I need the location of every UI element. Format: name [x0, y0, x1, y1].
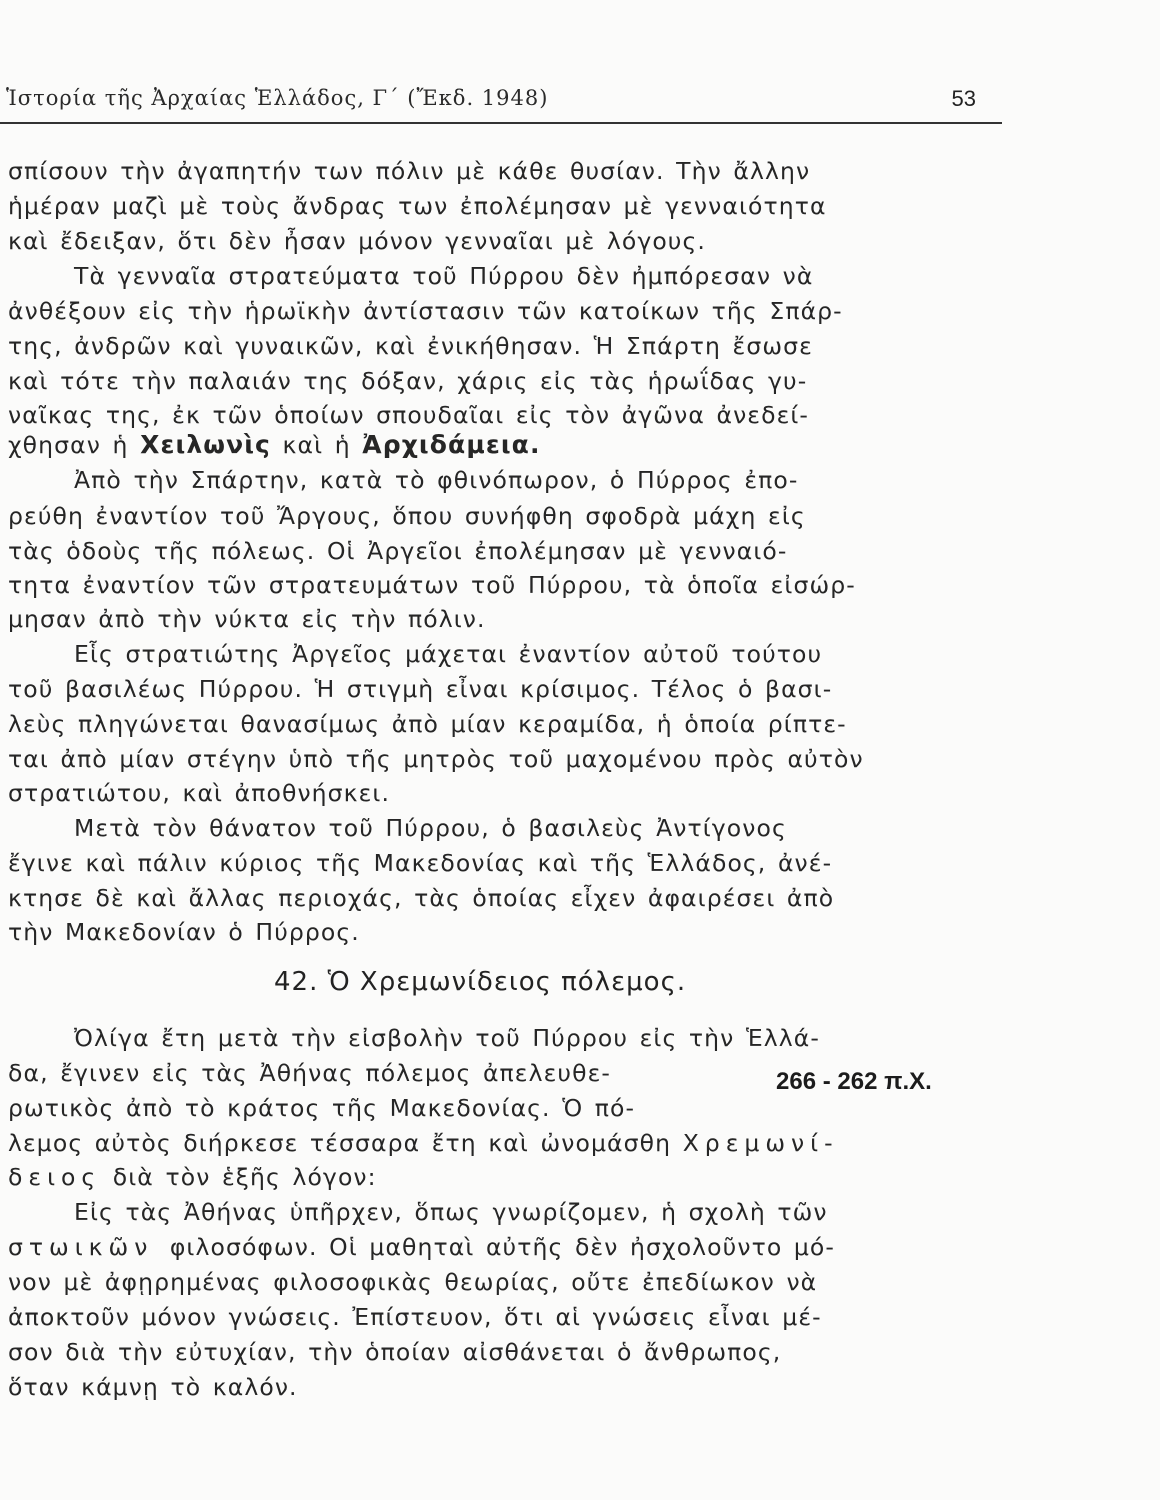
text-line: Ἀπὸ τὴν Σπάρτην, κατὰ τὸ φθινόπωρον, ὁ Πύρρος ἐπο- [74, 466, 799, 494]
text-line [8, 1163, 377, 1191]
header-rule [0, 122, 1002, 124]
text-line: ἔγινε καὶ πάλιν κύριος τῆς Μακεδονίας καὶ τῆς Ἑλλάδος, ἀνέ- [8, 849, 833, 877]
text-line: νον μὲ ἀφῃρημένας φιλοσοφικὰς θεωρίας, οὔτε ἐπεδίωκον νὰ [8, 1268, 818, 1296]
text-line: καὶ τότε τὴν παλαιάν της δόξαν, χάρις εἰς τὰς ἡρωΐδας γυ- [8, 367, 808, 395]
text-fragment: λεμος αὐτὸς διήρκεσε τέσσαρα ἔτη καὶ ὠνομάσθη [8, 1129, 683, 1157]
text-line: στρατιώτου, καὶ ἀποθνήσκει. [8, 779, 391, 807]
bold-name-cheilonis: Χειλωνὶς [140, 430, 271, 459]
section-heading: 42. Ὁ Χρεμωνίδειος πόλεμος. [274, 967, 687, 997]
running-header [0, 84, 1002, 120]
text-fragment: φιλοσόφων. Οἱ μαθηταὶ αὐτῆς δὲν ἠσχολοῦντο μό- [169, 1233, 835, 1261]
text-line: ἀποκτοῦν μόνον γνώσεις. Ἐπίστευον, ὅτι αἱ γνώσεις εἶναι μέ- [8, 1303, 822, 1331]
text-line: Τὰ γενναῖα στρατεύματα τοῦ Πύρρου δὲν ἠμπόρεσαν νὰ [74, 262, 814, 290]
text-line: κτησε δὲ καὶ ἄλλας περιοχάς, τὰς ὁποίας εἶχεν ἀφαιρέσει ἀπὸ [8, 884, 835, 912]
text-fragment: χθησαν ἡ [8, 431, 141, 459]
text-line: ται ἀπὸ μίαν στέγην ὑπὸ τῆς μητρὸς τοῦ μαχομένου πρὸς αὐτὸν [8, 745, 864, 773]
text-line: ναῖκας της, ἐκ τῶν ὁποίων σπουδαῖαι εἰς τὸν ἀγῶνα ἀνεδεί- [8, 401, 810, 429]
text-line: μησαν ἀπὸ τὴν νύκτα εἰς τὴν πόλιν. [8, 605, 486, 633]
text-line: τὴν Μακεδονίαν ὁ Πύρρος. [8, 918, 360, 946]
text-line: ὅταν κάμνῃ τὸ καλόν. [8, 1373, 298, 1401]
spaced-term-chremonideios: Χρεμωνί- [682, 1129, 839, 1157]
text-line: ρεύθη ἐναντίον τοῦ Ἄργους, ὅπου συνήφθη σφοδρὰ μάχη εἰς [8, 502, 806, 530]
page-number: 53 [951, 86, 976, 111]
text-line: λεὺς πληγώνεται θανασίμως ἀπὸ μίαν κεραμίδα, ἡ ὁποία ρίπτε- [8, 710, 847, 738]
margin-date-range: 266 - 262 π.Χ. [776, 1068, 932, 1095]
text-fragment: καὶ ἡ [270, 431, 363, 459]
text-line: ἡμέραν μαζὶ μὲ τοὺς ἄνδρας των ἐπολέμησαν μὲ γενναιότητα [8, 192, 827, 220]
text-line [8, 1129, 839, 1157]
text-line: τὰς ὁδοὺς τῆς πόλεως. Οἱ Ἀργεῖοι ἐπολέμησαν μὲ γενναιό- [8, 537, 788, 565]
text-line: Ὀλίγα ἔτη μετὰ τὴν εἰσβολὴν τοῦ Πύρρου εἰς τὴν Ἑλλά- [74, 1024, 820, 1052]
text-line: της, ἀνδρῶν καὶ γυναικῶν, καὶ ἐνικήθησαν. Ἡ Σπάρτη ἔσωσε [8, 332, 813, 360]
text-line: σον διὰ τὴν εὐτυχίαν, τὴν ὁποίαν αἰσθάνεται ὁ ἄνθρωπος, [8, 1338, 782, 1366]
bold-name-archidameia: Ἀρχιδάμεια. [362, 430, 541, 459]
running-title: Ἱστορία τῆς Ἀρχαίας Ἑλλάδος, Γ΄ (Ἔκδ. 1948) [6, 86, 549, 110]
spaced-term-chremonideios-end: δειος [8, 1163, 102, 1191]
text-line [8, 1233, 835, 1261]
text-line [8, 430, 541, 459]
text-line: Εἷς στρατιώτης Ἀργεῖος μάχεται ἐναντίον αὐτοῦ τούτου [74, 640, 823, 668]
text-line: τοῦ βασιλέως Πύρρου. Ἡ στιγμὴ εἶναι κρίσιμος. Τέλος ὁ βασι- [8, 675, 833, 703]
text-fragment: διὰ τὸν ἑξῆς λόγον: [101, 1163, 377, 1191]
text-line: ἀνθέξουν εἰς τὴν ἡρωϊκὴν ἀντίστασιν τῶν κατοίκων τῆς Σπάρ- [8, 297, 843, 325]
text-line: ρωτικὸς ἀπὸ τὸ κράτος τῆς Μακεδονίας. Ὁ πό- [8, 1094, 636, 1122]
text-line: σπίσουν τὴν ἀγαπητήν των πόλιν μὲ κάθε θυσίαν. Τὴν ἄλλην [8, 157, 811, 185]
spaced-term-stoikon: στωικῶν [8, 1233, 170, 1261]
text-line: καὶ ἔδειξαν, ὅτι δὲν ἦσαν μόνον γενναῖαι μὲ λόγους. [8, 227, 706, 255]
text-line: Εἰς τὰς Ἀθήνας ὑπῆρχεν, ὅπως γνωρίζομεν, ἡ σχολὴ τῶν [74, 1198, 828, 1226]
text-line: Μετὰ τὸν θάνατον τοῦ Πύρρου, ὁ βασιλεὺς Ἀντίγονος [74, 814, 787, 842]
text-line: τητα ἐναντίον τῶν στρατευμάτων τοῦ Πύρρου, τὰ ὁποῖα εἰσώρ- [8, 571, 856, 599]
text-line: δα, ἔγινεν εἰς τὰς Ἀθήνας πόλεμος ἀπελευθε- [8, 1059, 611, 1087]
